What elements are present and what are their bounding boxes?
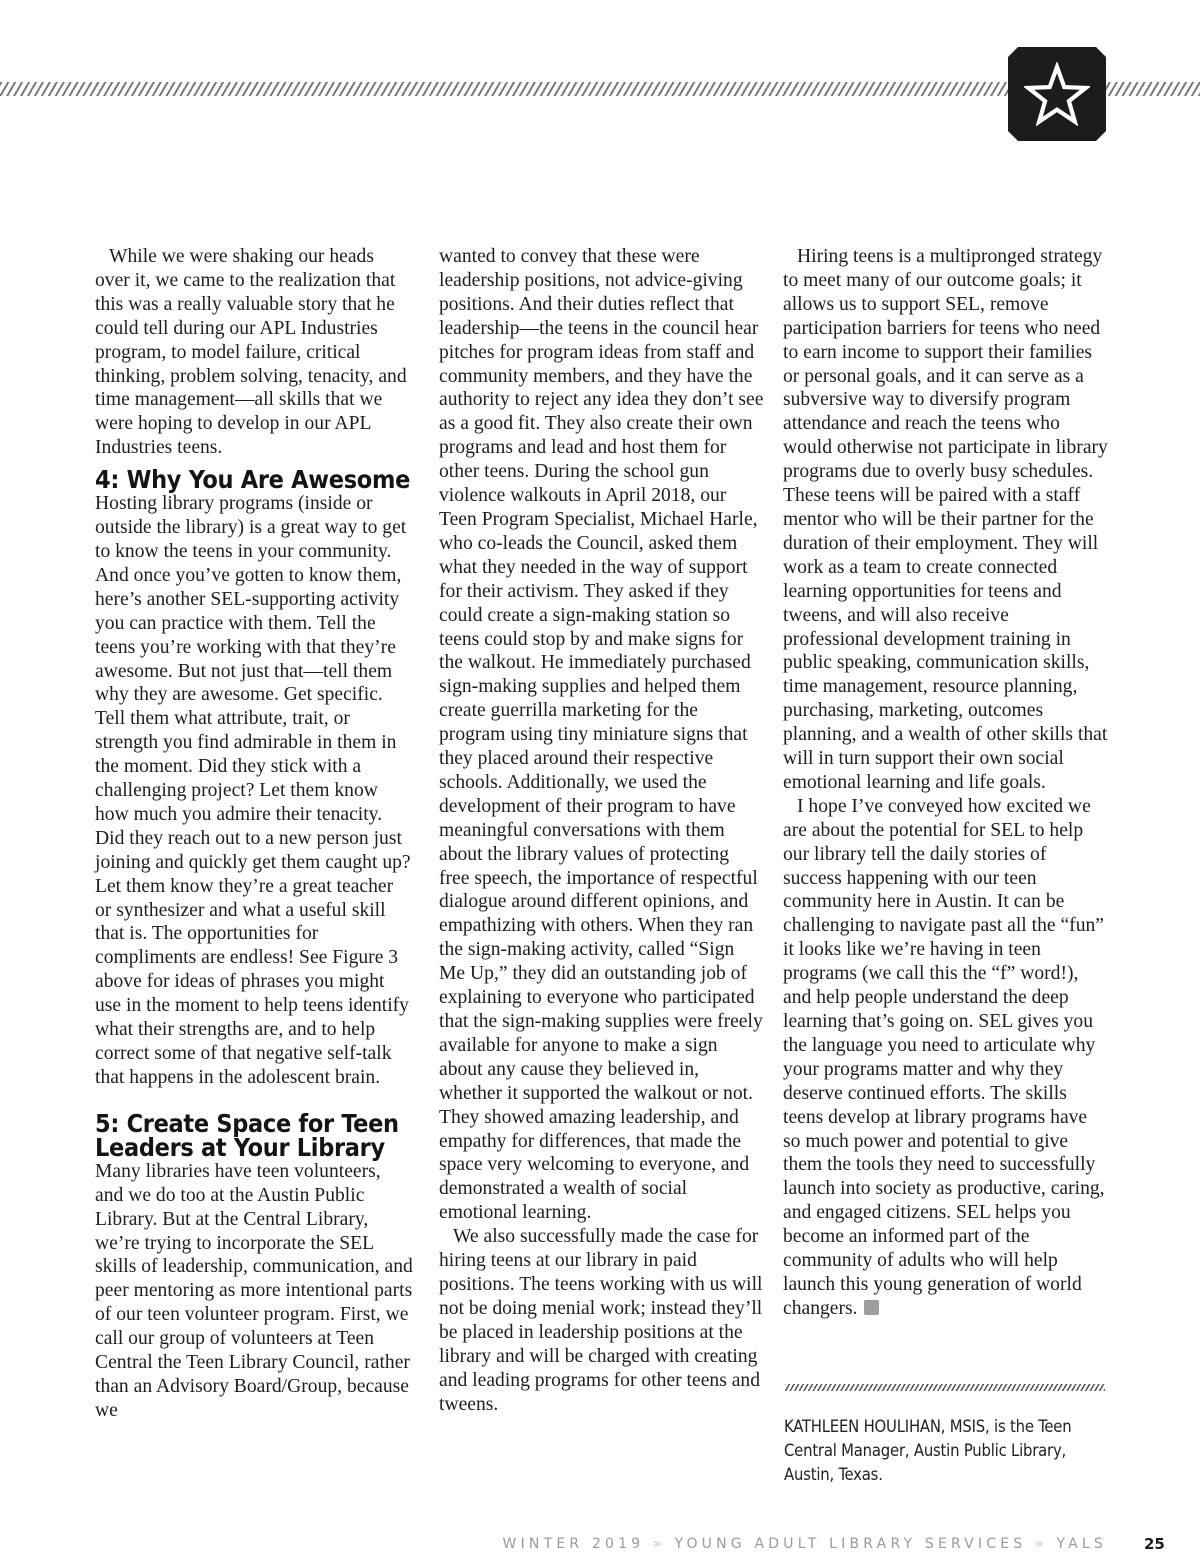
heading-create-space: 5: Create Space for Teen Leaders at Your Library: [95, 1108, 399, 1162]
paragraph-intro: While we were shaking our heads over it, we came to the realization that this was a really valuable story that he could tell during our APL Industries program, to model failure, critical thinking, problem solving, tenacity, and time management—all skills that we were hoping to develop in our APL Industries teens.: [95, 246, 407, 459]
section-badge: [1008, 47, 1106, 141]
article-column-3: [783, 245, 1108, 1321]
paragraph-hiring-teens: Hiring teens is a multipronged strategy to meet many of our outcome goals; it allows us to support SEL, remove participation barriers for teens who need to earn income to support their families or personal goals, and it can serve as a subversive way to diversify program attendance and reach the teens who would otherwise not participate in library programs due to overly busy schedules. These teens will be paired with a staff mentor who will be their partner for the duration of their employment. They will work as a team to create connected learning opportunities for teens and tweens, and will also receive professional development training in public speaking, communication skills, time management, resource planning, purchasing, marketing, outcomes planning, and a wealth of other skills that will in turn support their own social emotional learning and life goals.: [783, 246, 1108, 793]
end-of-article-mark: [864, 1300, 879, 1315]
paragraph-create-space: Many libraries have teen volunteers, and we do too at the Austin Public Library. But at the Central Library, we’re trying to incorporate the SEL skills of leadership, communication, and peer mentoring as more intentional parts of our teen volunteer program. First, we call our group of volunteers at Teen Central the Teen Library Council, rather than an Advisory Board/Group, because we: [95, 1160, 413, 1421]
paragraph-council: wanted to convey that these were leadership positions, not advice-giving positions. And their duties reflect that leadership—the teens in the council hear pitches for program ideas from staff and community members, and they have the authority to reject any idea they don’t see as a good fit. They also create their own programs and lead and host them for other teens. During the school gun violence walkouts in April 2018, our Teen Program Specialist, Michael Harle, who co-leads the Council, asked them what they needed in the way of support for their activism. They asked if they could create a sign-making station so teens could stop by and make signs for the walkout. He immediately purchased sign-making supplies and helped them create guerrilla marketing for the program using tiny miniature signs that they placed around their respective schools. Additionally, we used the development of their program to have meaningful conversations with them about the library values of protecting free speech, the importance of respectful dialogue around different opinions, and empathizing with others. When they ran the sign-making activity, called “Sign Me Up,” they did an outstanding job of explaining to everyone who participated that the sign-making supplies were freely available for anyone to make a sign about any cause they believed in, whether it supported the walkout or not. They showed amazing leadership, and empathy for differences, that made the space very welcoming to everyone, and demonstrated a wealth of social emotional learning.: [439, 246, 764, 1224]
footer-separator: »: [1035, 1536, 1048, 1552]
paragraph-awesome: Hosting library programs (inside or outside the library) is a great way to get to know the teens in your community. And once you’ve gotten to know them, here’s another SEL-supporting activity you can practice with them. Tell the teens you’re working with that they’re awesome. But not just that—tell them why they are awesome. Get specific. Tell them what attribute, trait, or strength you find admirable in them in the moment. Did they stick with a challenging project? Let them know how much you admire their tenacity. Did they reach out to a new person just joining and quickly get them caught up? Let them know they’re a great teacher or synthesizer and what a useful skill that is. The opportunities for compliments are endless! See Figure 3 above for ideas of phrases you might use in the moment to help teens identify what their strengths are, and to help correct some of that negative self-talk that happens in the adolescent brain.: [95, 493, 411, 1088]
author-bio: KATHLEEN HOULIHAN, MSIS, is the Teen Central Manager, Austin Public Library, Austin, Texas.: [784, 1417, 1072, 1484]
footer-issue: WINTER 2019: [502, 1536, 645, 1552]
article-column-1: [95, 245, 413, 1423]
paragraph-conclusion: [783, 795, 1108, 1321]
footer-short-title: YALS: [1056, 1536, 1107, 1552]
footer-magazine: YOUNG ADULT LIBRARY SERVICES: [674, 1536, 1027, 1552]
page-footer: [503, 1536, 1107, 1552]
footer-separator: »: [653, 1536, 666, 1552]
bio-divider: [785, 1384, 1105, 1391]
star-icon: [1024, 62, 1090, 126]
paragraph-hiring-case: We also successfully made the case for hiring teens at our library in paid positions. The teens working with us will not be doing menial work; instead they’ll be placed in leadership positions at the library and will be charged with creating and leading programs for other teens and tweens.: [439, 1226, 763, 1415]
article-column-2: [439, 245, 764, 1416]
page-number: 25: [1144, 1535, 1165, 1553]
heading-why-you-are-awesome: 4: Why You Are Awesome: [95, 465, 411, 495]
conclusion-text: I hope I’ve conveyed how excited we are about the potential for SEL to help our library tell the daily stories of success happening with our teen community here in Austin. It can be challenging to navigate past all the “fun” it looks like we’re having in teen programs (we call this the “f” word!), and help people understand the deep learning that’s going on. SEL gives you the language you need to articulate why your programs matter and why they deserve continued efforts. The skills teens develop at library programs have so much power and potential to give them the tools they need to successfully launch into society as productive, caring, and engaged citizens. SEL helps you become an informed part of the community of adults who will help launch this young generation of world changers.: [783, 795, 1105, 1319]
